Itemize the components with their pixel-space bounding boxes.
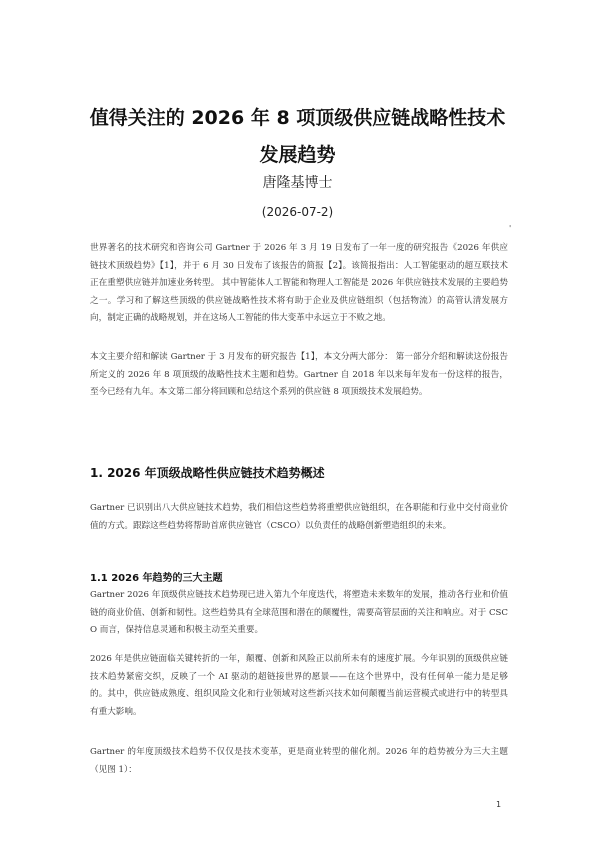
overview-paragraph: 本文主要介绍和解读 Gartner 于 3 月发布的研究报告【1】，本文分两大部分： 第一部分介绍和解读这份报告所定义的 2026 年 8 项顶级的战略性技术主题和趋势。Gartner 自 2018 年以来每年发布一份这样的报告，至今已经有九年。本文第二部分将回顾和总结这个系列的供应链 8 项顶级技术发展趋势。 <box>90 352 508 397</box>
intro-paragraph: 世界著名的技术研究和咨询公司 Gartner 于 2026 年 3 月 19 日发布了一年一度的研究报告《2026 年供应链技术顶级趋势》【1】，并于 6 月 30 日发布了该报告的简报【2】。该简报指出：人工智能驱动的超互联技术正在重塑供应链并加速业务转型。 其中智能体人工智能和物理人工智能是 2026 年供应链技术发展的主要趋势之一。学习和了解这些顶级的供应链战略性技术将有助于企业及供应链组织（包括物流）的高管认清发展方向，制定正确的战略规划，并在这场人工智能的伟大变革中永远立于不败之地。 <box>90 243 508 323</box>
author-name: 唐隆基博士 <box>262 175 333 191</box>
section-heading-1-1: 1.1 2026 年趋势的三大主题 <box>90 573 223 584</box>
themes-paragraph-1: Gartner 2026 年顶级供应链技术趋势现已进入第九个年度迭代，将塑造未来数年的发展，推动各行业和价值链的商业价值、创新和韧性。这些趋势具有全球范围和潜在的颠覆性，需要高管层面的关注和响应。对于 CSCO 而言，保持信息灵通和积极主动至关重要。 <box>90 590 508 635</box>
page-number: 1 <box>496 800 502 809</box>
title-line-1: 值得关注的 2026 年 8 项顶级供应链战略性技术 <box>89 107 506 129</box>
section-heading-1: 1. 2026 年顶级战略性供应链技术趋势概述 <box>90 466 325 480</box>
publish-date: (2026-07-2) <box>261 205 334 219</box>
section-1-paragraph: Gartner 已识别出八大供应链技术趋势，我们相信这些趋势将重塑供应链组织，在各职能和行业中交付商业价值的方式。跟踪这些趋势将帮助首席供应链官（CSCO）以负责任的战略创新塑造组织的未来。 <box>90 503 508 531</box>
themes-paragraph-2: 2026 年是供应链面临关键转折的一年，颠覆、创新和风险正以前所未有的速度扩展。今年识别的顶级供应链技术趋势紧密交织，反映了一个 AI 驱动的超链接世界的愿景——在这个世界中，没有任何单一能力是足够的。其中，供应链成熟度、组织风险文化和行业领域对这些新兴技术如何颠覆当前运营模式或进行中的转型具有重大影响。 <box>90 654 508 717</box>
themes-paragraph-3: Gartner 的年度顶级技术趋势不仅仅是技术变革，更是商业转型的催化剂。2026 年的趋势被分为三大主题（见图 1）： <box>90 747 508 775</box>
title-line-2: 发展趋势 <box>259 144 336 166</box>
document-title <box>60 100 535 174</box>
corner-mark: ' <box>509 224 512 233</box>
